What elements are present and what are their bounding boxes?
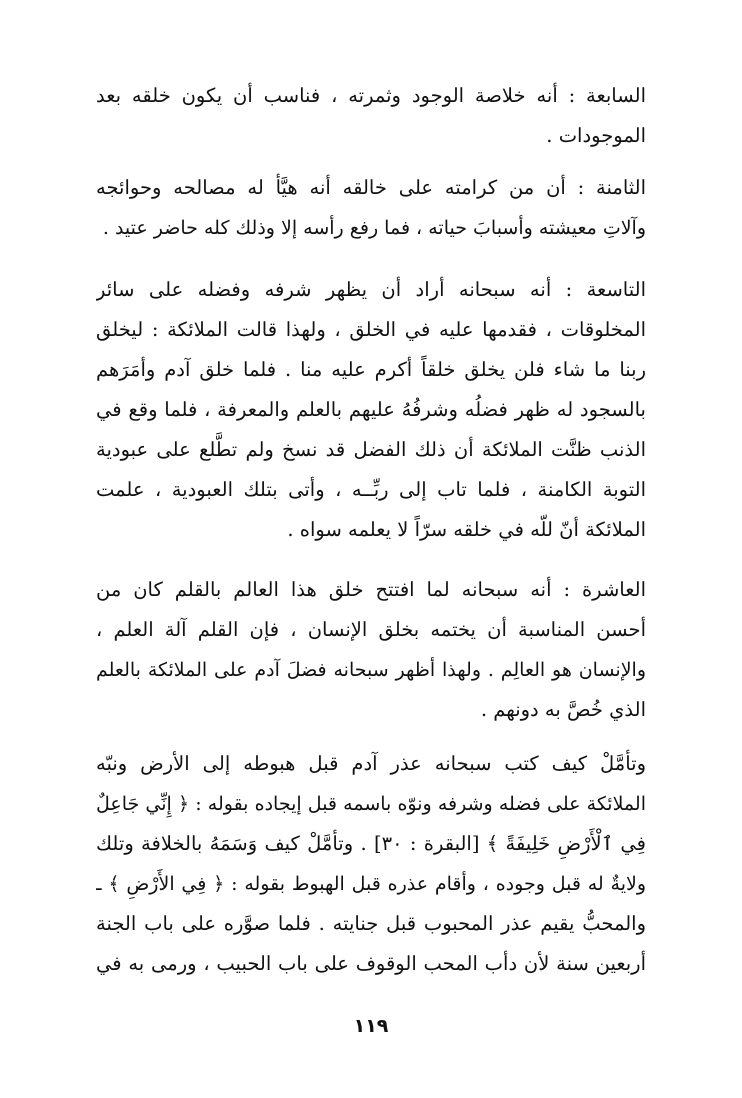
page-number: ١١٩ [353,1015,389,1037]
text-line: بالسجود له ظهر فضلُه وشرفُهُ عليهم بالعلم والمعرفة ، فلما وقع في [96,398,646,421]
text-line: ولايةٌ له قبل وجوده ، وأقام عذره قبل الهبوط بقوله : ﴿ فِي الأَرْضِ ﴾ ـ [96,873,646,895]
text-line: وتأمَّلْ كيف كتب سبحانه عذر آدم قبل هبوطه إلى الأرض ونبّه [96,752,646,775]
text-line: وآلاتِ معيشته وأسبابَ حياته ، فما رفع رأسه إلا وذلك كله حاضر عتيد . [102,217,646,239]
text-line: التاسعة : أنه سبحانه أراد أن يظهر شرفه وفضله على سائر [96,278,646,301]
text-line: الموجودات . [546,124,646,147]
text-line: المخلوقات ، فقدمها عليه في الخلق ، ولهذا قالت الملائكة : ليخلق [96,318,646,341]
text-line: الثامنة : أن من كرامته على خالقه أنه هيَّأ له مصالحه وحوائجه [96,176,646,199]
text-line: الذي خُصَّ به دونهم . [480,698,646,721]
text-line: التوبة الكامنة ، فلما تاب إلى ربِّــه ، وأتى بتلك العبودية ، علمت [96,478,646,501]
text-line: أحسن المناسبة أن يختمه بخلق الإنسان ، فإن القلم آلة العلم ، [96,618,646,641]
text-line: الذنب ظنَّت الملائكة أن ذلك الفضل قد نسخ ولم تطَّلع على عبودية [96,438,646,461]
text-line: أربعين سنة لأن دأب المحب الوقوف على باب الحبيب ، ورمى به في [96,952,646,975]
text-line: العاشرة : أنه سبحانه لما افتتح خلق هذا العالم بالقلم كان من [96,578,646,601]
text-line: والإنسان هو العالِم . ولهذا أظهر سبحانه فضلَ آدم على الملائكة بالعلم [96,659,646,681]
text-line: فِي ٱلْأَرْضِ خَلِيفَةً ﴾ [البقرة : ٣٠] . وتأمَّلْ كيف وَسَمَهُ بالخلافة وتلك [96,832,646,855]
text-line: والمحبُّ يقيم عذر المحبوب قبل جنايته . فلما صوَّره على باب الجنة [96,912,646,935]
text-line: الملائكة أنّ للّه في خلقه سرّاً لا يعلمه سواه . [287,518,646,541]
text-line: الملائكة على فضله وشرفه ونوّه باسمه قبل إيجاده بقوله : ﴿ إِنِّي جَاعِلٌ [96,793,646,815]
text-line: السابعة : أنه خلاصة الوجود وثمرته ، فناسب أن يكون خلقه بعد [96,84,646,107]
text-line: ربنا ما شاء فلن يخلق خلقاً أكرم عليه منا . فلما خلق آدم وأمَرَهم [96,358,646,381]
